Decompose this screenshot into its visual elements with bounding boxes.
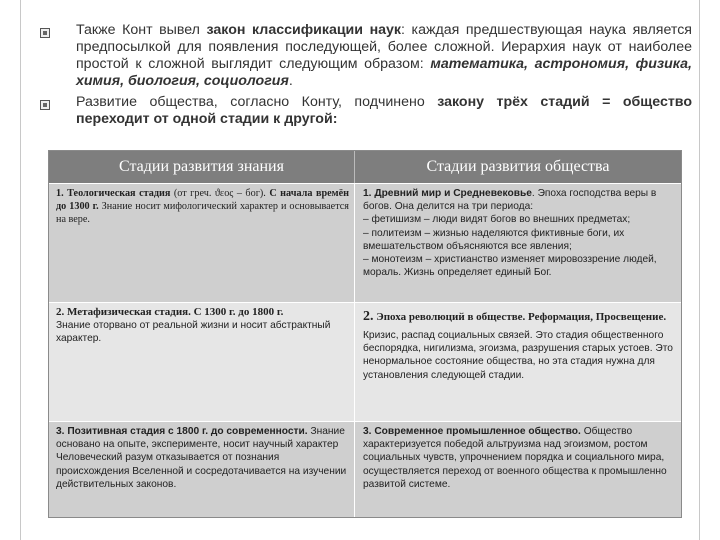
table-cell (355, 303, 681, 421)
table-cell (49, 303, 355, 421)
table-row (49, 302, 681, 421)
cell-title: 1. Древний мир и Средневековье (363, 188, 532, 199)
cell-text: . Эпоха господства веры в богов. Она делится на три периода: (363, 188, 657, 213)
cell-text: (от греч. ϑεος – бог). (170, 188, 270, 199)
bullet-text-part: . (288, 73, 293, 89)
bullet-text-part: Также Конт вывел (76, 22, 207, 38)
cell-text: Знание основано на опыте, эксперименте, носит научный характер Человеческий разум отказывается от познания происхождения Вселенной и сосредотачивается на изучении действительных законов. (56, 426, 347, 490)
stages-table (48, 150, 682, 518)
cell-line: – политеизм – жизнью наделяются фиктивные боги, их вмешательством объясняются все явления; (363, 227, 625, 252)
cell-line: – фетишизм – люди видят богов во внешних предметах; (363, 214, 631, 226)
table-row (49, 421, 681, 517)
bullet-text-part: : каждая предшествующая наука является предпосылкой для появления последующей, более сложной. Иерархия наук от наиболее простой к сложной выглядит следующим образом: (76, 22, 692, 72)
cell-title: 1. Теологическая стадия (56, 188, 171, 199)
header-society-stages: Стадии развития общества (426, 158, 610, 175)
table-cell (355, 422, 681, 517)
cell-title (363, 306, 676, 325)
cell-bold-text: С начала времён до 1300 г. (56, 188, 350, 213)
table-cell (49, 422, 355, 517)
bullet-bold-term: закон классификации наук (206, 22, 402, 38)
cell-title-text: Эпоха революций в обществе. Реформация, Просвещение. (373, 311, 667, 323)
cell-text: Знание оторвано от реальной жизни и носит абстрактный характер. (56, 320, 331, 345)
frame-left-line (20, 0, 21, 540)
cell-number: 2. (363, 309, 374, 324)
table-cell (49, 184, 355, 302)
cell-text: Общество характеризуется победой альтруизма над эгоизмом, ростом социальных чувств, упрочнением порядка и социального мира, осуществляется переход от военного общества к промышленно развитой системе. (363, 426, 667, 490)
bullet-text (76, 94, 692, 128)
square-bullet-icon (40, 100, 50, 110)
cell-text: Знание носит мифологический характер и основывается на вере. (56, 201, 349, 226)
frame-right-line (699, 0, 700, 540)
table-header (49, 151, 681, 183)
square-bullet-icon (40, 28, 50, 38)
table-cell (355, 184, 681, 302)
bullet-italic-sciences: математика, астрономия, физика, химия, биология, социология (76, 56, 692, 89)
table-row (49, 183, 681, 302)
cell-title: 2. Метафизическая стадия. С 1300 г. до 1800 г. (56, 306, 284, 318)
bullet-text-part: Развитие общества, согласно Конту, подчинено (76, 94, 438, 110)
cell-text: Кризис, распад социальных связей. Это стадия общественного беспорядка, нигилизма, эгоизма, разрушения старых устоев. Это ненормальное состояние общества, но эта стадия нужна для установления следующей стадии. (363, 330, 673, 381)
cell-title: 3. Современное промышленное общество. (363, 426, 581, 437)
cell-title: 3. Позитивная стадия с 1800 г. до современности. (56, 426, 308, 437)
bullet-list (40, 22, 692, 132)
bullet-bold-term: закону трёх стадий = общество переходит от одной стадии к другой: (76, 94, 692, 127)
header-knowledge-stages: Стадии развития знания (49, 151, 355, 183)
bullet-item-classification (40, 22, 692, 90)
bullet-item-three-stages (40, 94, 692, 128)
bullet-text (76, 22, 692, 90)
cell-line: – монотеизм – христианство изменяет мировоззрение людей, мораль. Жизнь определяет единый Бог. (363, 254, 657, 279)
